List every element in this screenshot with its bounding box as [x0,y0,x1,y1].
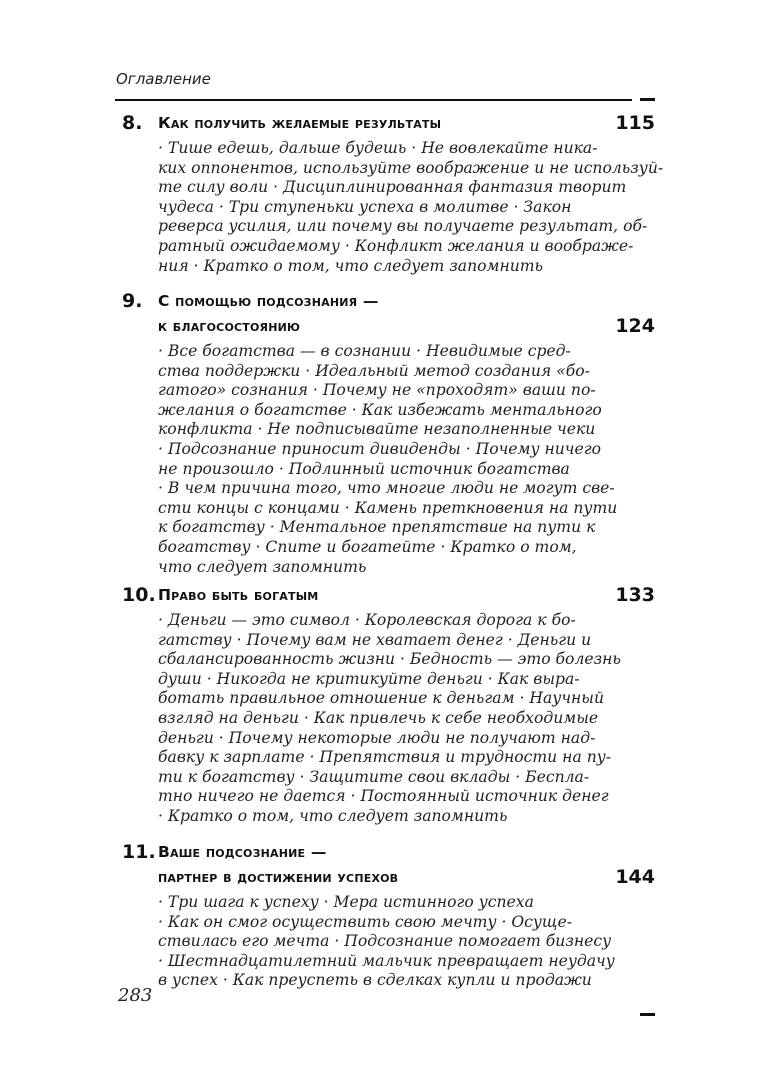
chapter-title: С помощью подсознания — [158,292,379,310]
running-title: Оглавление [116,70,211,88]
chapter-title: Как получить желаемые результаты [158,114,442,132]
chapter-number: 8. [122,112,143,134]
chapter-page-number: 124 [615,315,655,337]
chapter-page-number: 144 [615,866,655,888]
subtopic-line: тно ничего не дается · Постоянный источник денег [158,787,609,806]
subtopic-line: · Три шага к успеху · Мера истинного успеха [158,893,534,911]
entry-title-row [122,866,655,891]
chapter-number: 9. [122,290,143,312]
header-rule [115,99,632,101]
subtopic-line: не произошло · Подлинный источник богатства [158,459,570,478]
subtopic-line: · Деньги — это символ · Королевская дорога к бо- [158,611,576,629]
subtopic-line: ботать правильное отношение к деньгам · Научный [158,689,605,708]
chapter-title: Право быть богатым [158,586,319,604]
entry-title-row [122,112,655,137]
subtopic-line: · В чем причина того, что многие люди не могут све- [158,479,615,498]
chapter-subtopics [158,893,623,991]
subtopic-line: ти к богатству · Защитите свои вклады · Беспла- [158,767,590,786]
subtopic-line: богатству · Спите и богатейте · Кратко о том, [158,537,577,556]
chapter-title: к благосостоянию [158,317,301,335]
page-number: 283 [118,985,153,1006]
subtopic-line: ствилась его мечта · Подсознание помогает бизнесу [158,932,612,951]
subtopic-line: гатого» сознания · Почему не «проходят» ваши по- [158,381,596,400]
subtopic-line: чудеса · Три ступеньки успеха в молитве · Закон [158,197,572,216]
chapter-number: 11. [122,841,156,863]
chapter-title: партнер в достижении успехов [158,868,399,886]
subtopic-line: ства поддержки · Идеальный метод создания «бо- [158,361,590,380]
footer-dash [640,1013,655,1016]
chapter-number: 10. [122,584,156,606]
header-dash [640,98,655,101]
subtopic-line: · Шестнадцатилетний мальчик превращает неудачу [158,951,615,970]
toc-entry[interactable] [122,841,655,991]
subtopic-line: реверса усилия, или почему вы получаете результат, об- [158,217,648,236]
subtopic-line: ких оппонентов, используйте воображение и не используй- [158,158,664,177]
subtopic-line: желания о богатстве · Как избежать ментального [158,400,602,419]
subtopic-line: ния · Кратко о том, что следует запомнить [158,256,544,275]
toc-entry[interactable] [122,584,655,827]
entry-title-row [122,315,655,340]
subtopic-line: · Подсознание приносит дивиденды · Почему ничего [158,439,601,458]
entry-title-row [122,584,655,609]
subtopic-line: взгляд на деньги · Как привлечь к себе необходимые [158,708,599,727]
chapter-page-number: 115 [615,112,655,134]
subtopic-line: · Как он смог осуществить свою мечту · Осуще- [158,912,573,931]
subtopic-line: в успех · Как преуспеть в сделках купли и продажи [158,971,592,990]
subtopic-line: бавку к зарплате · Препятствия и трудности на пу- [158,748,612,767]
subtopic-line: те силу воли · Дисциплинированная фантазия творит [158,178,627,197]
subtopic-line: сти концы с концами · Камень преткновения на пути [158,498,618,517]
chapter-subtopics [158,139,664,276]
chapter-title: Ваше подсознание — [158,843,327,861]
subtopic-line: деньги · Почему некоторые люди не получают над- [158,728,596,747]
chapter-page-number: 133 [615,584,655,606]
subtopic-line: · Тише едешь, дальше будешь · Не вовлекайте ника- [158,139,598,157]
toc-entry[interactable] [122,112,664,276]
subtopic-line: сбалансированность жизни · Бедность — это болезнь [158,650,621,669]
subtopic-line: к богатству · Ментальное препятствие на пути к [158,518,596,537]
subtopic-line: что следует запомнить [158,557,367,576]
entry-title-row [122,290,655,315]
subtopic-line: · Кратко о том, что следует запомнить [158,806,508,825]
subtopic-line: · Все богатства — в сознании · Невидимые сред- [158,342,571,360]
subtopic-line: конфликта · Не подписывайте незаполненные чеки [158,420,596,439]
chapter-subtopics [158,342,623,577]
toc-entry[interactable] [122,290,655,577]
entry-title-row [122,841,655,866]
chapter-subtopics [158,611,623,827]
subtopic-line: гатству · Почему вам не хватает денег · Деньги и [158,630,592,649]
subtopic-line: души · Никогда не критикуйте деньги · Как выра- [158,669,580,688]
subtopic-line: ратный ожидаемому · Конфликт желания и воображе- [158,236,634,255]
